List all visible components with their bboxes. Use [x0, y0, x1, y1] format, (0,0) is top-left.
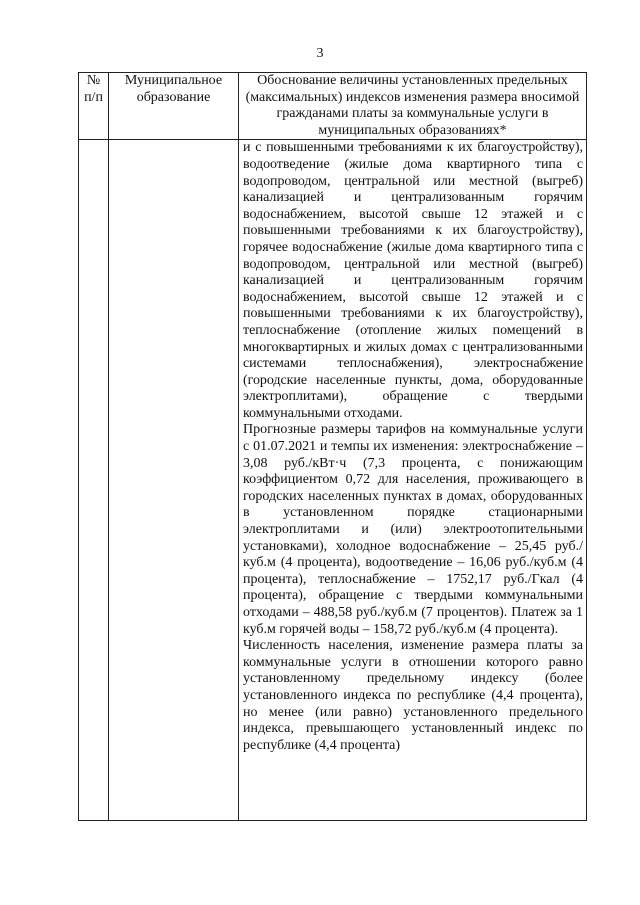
table-header-row — [79, 73, 587, 140]
table-row — [79, 140, 587, 821]
page-number: 3 — [316, 46, 324, 61]
cell-justification — [239, 140, 587, 821]
paragraph-tariff-forecast: Прогнозные размеры тарифов на коммунальные услуги с 01.07.2021 и темпы их изменения: электроснабжение – 3,08 руб./кВт·ч (7,3 процента, с понижающим коэффициентом 0,72 для населения, проживающего в городских населенных пунктах в домах, оборудованных в установленном порядке стационарными электроплитами и (или) электроотопительными установками), холодное водоснабжение – 25,45 руб./куб.м (4 процента), водоотведение – 16,06 руб./куб.м (4 процента), теплоснабжение – 1752,17 руб./Гкал (4 процента), обращение с твердыми коммунальными отходами – 488,58 руб./куб.м (7 процентов). Платеж за 1 куб.м горячей воды – 158,72 руб./куб.м (4 процента). — [243, 422, 583, 637]
cell-municipality — [109, 140, 239, 821]
header-municipality: Муниципальное образование — [109, 73, 239, 140]
paragraph-services-list: и с повышенными требованиями к их благоустройству), водоотведение (жилые дома квартирного типа с водопроводом, центральной или местной (выгреб) канализацией и централизованным горячим водоснабжением, высотой свыше 12 этажей и с повышенными требованиями к их благоустройству), горячее водоснабжение (жилые дома квартирного типа с водопроводом, центральной или местной (выгреб) канализацией и централизованным горячим водоснабжением, высотой свыше 12 этажей и с повышенными требованиями к их благоустройству), теплоснабжение (отопление жилых помещений в многоквартирных и жилых домах с централизованными системами теплоснабжения), электроснабжение (городские населенные пункты, дома, оборудованные электроплитами), обращение с твердыми коммунальными отходами. — [243, 140, 583, 421]
header-number: № п/п — [79, 73, 109, 140]
cell-number — [79, 140, 109, 821]
header-justification: Обоснование величины установленных предельных (максимальных) индексов изменения размера вносимой гражданами платы за коммунальные услуги в муниципальных образованиях* — [239, 73, 587, 140]
tariff-table — [78, 72, 587, 821]
paragraph-population: Численность населения, изменение размера платы за коммунальные услуги в отношении которого равно установленному предельному индексу (более установленного индекса по республике (4,4 процента), но менее (или равно) установленного предельного индекса, превышающего установленный индекс по республике (4,4 процента) — [243, 638, 583, 753]
